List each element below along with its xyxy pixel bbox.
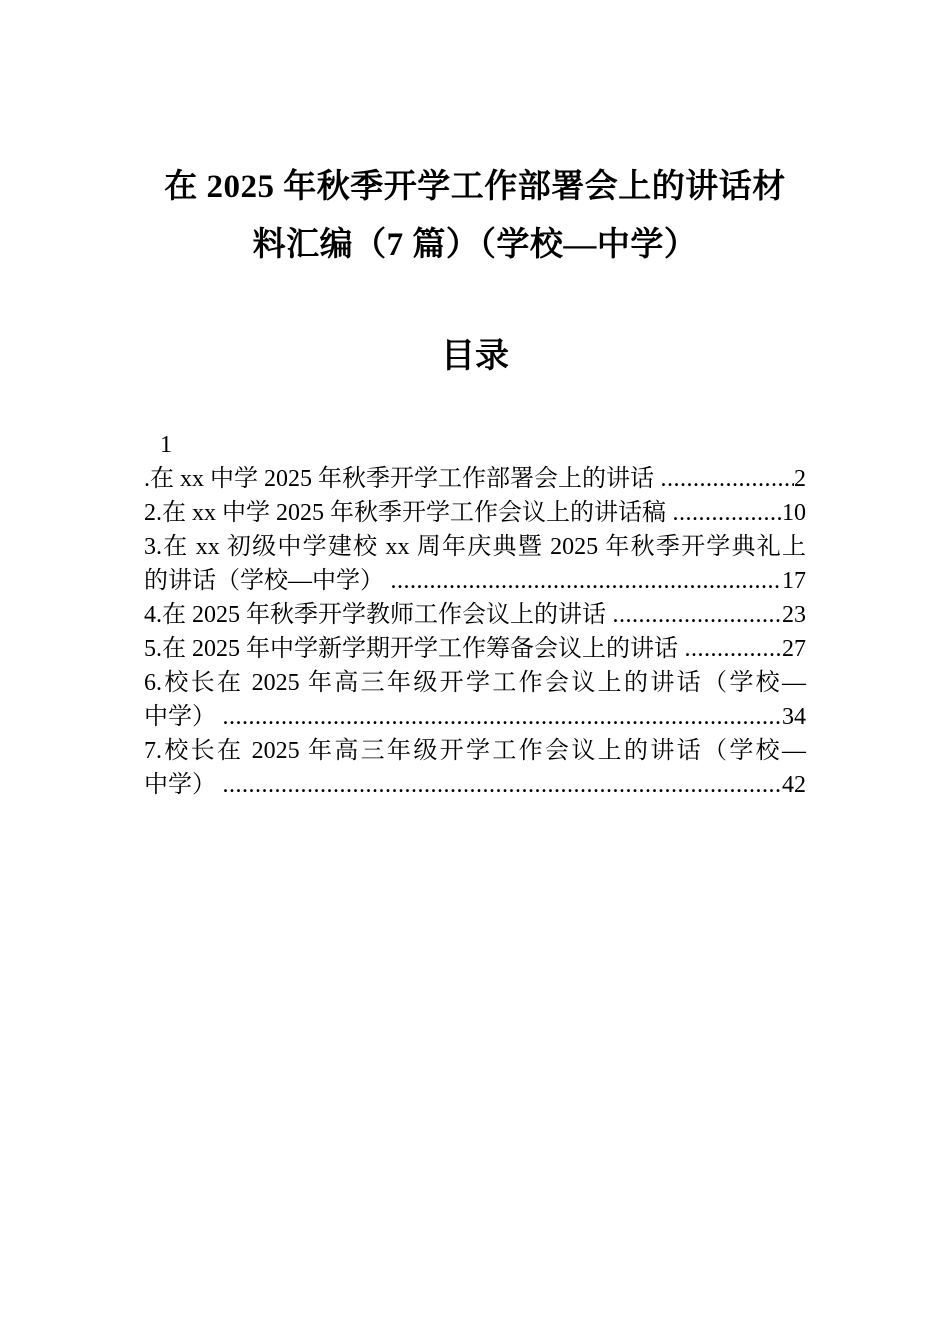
- toc-entry-number: 1: [160, 432, 172, 458]
- toc-entry-title-line-1: 6.校长在 2025 年高三年级开学工作会议上的讲话（学校—: [144, 670, 806, 696]
- toc-entry-page: 23: [782, 602, 806, 628]
- toc-entry-2[interactable]: [144, 496, 806, 530]
- toc-entry-title: .在 xx 中学 2025 年秋季开学工作部署会上的讲话 .....: [144, 462, 794, 496]
- toc-entry-7[interactable]: [144, 734, 806, 802]
- toc-entry-title: 2.在 xx 中学 2025 年秋季开学工作会议上的讲话稿 .....: [144, 496, 782, 530]
- toc-entry-page: 34: [782, 704, 806, 730]
- toc-entry-line: [144, 564, 806, 598]
- toc-entry-3[interactable]: [144, 530, 806, 598]
- toc-heading: 目录: [441, 338, 509, 375]
- toc-entry-title-line-1: 3.在 xx 初级中学建校 xx 周年庆典暨 2025 年秋季开学典礼上: [144, 534, 806, 560]
- toc-entry-title-line-1: 7.校长在 2025 年高三年级开学工作会议上的讲话（学校—: [144, 738, 806, 764]
- toc-entry-title: 的讲话（学校—中学） .....: [144, 564, 782, 598]
- toc-entry-1[interactable]: [144, 428, 806, 496]
- toc-entry-page: 17: [782, 568, 806, 594]
- toc-entry-title: 5.在 2025 年中学新学期开学工作筹备会议上的讲话 .....: [144, 632, 782, 666]
- document-title: [145, 158, 805, 274]
- toc-entry-page: 27: [782, 636, 806, 662]
- table-of-contents: [144, 428, 806, 802]
- toc-entry-title: 4.在 2025 年秋季开学教师工作会议上的讲话 .....: [144, 598, 782, 632]
- document-title-line-1: 在 2025 年秋季开学工作部署会上的讲话材: [164, 169, 786, 205]
- toc-entry-page: 2: [794, 466, 806, 492]
- toc-entry-title: 中学） .....: [144, 768, 782, 802]
- toc-entry-6[interactable]: [144, 666, 806, 734]
- toc-entry-line: [144, 768, 806, 802]
- toc-entry-title: 中学） .....: [144, 700, 782, 734]
- toc-entry-line: [144, 700, 806, 734]
- toc-entry-page: 42: [782, 772, 806, 798]
- toc-entry-line: [144, 462, 806, 496]
- toc-entry-4[interactable]: [144, 598, 806, 632]
- document-title-line-2: 料汇编（7 篇）（学校—中学）: [252, 227, 698, 263]
- toc-entry-page: 10: [782, 500, 806, 526]
- toc-entry-5[interactable]: [144, 632, 806, 666]
